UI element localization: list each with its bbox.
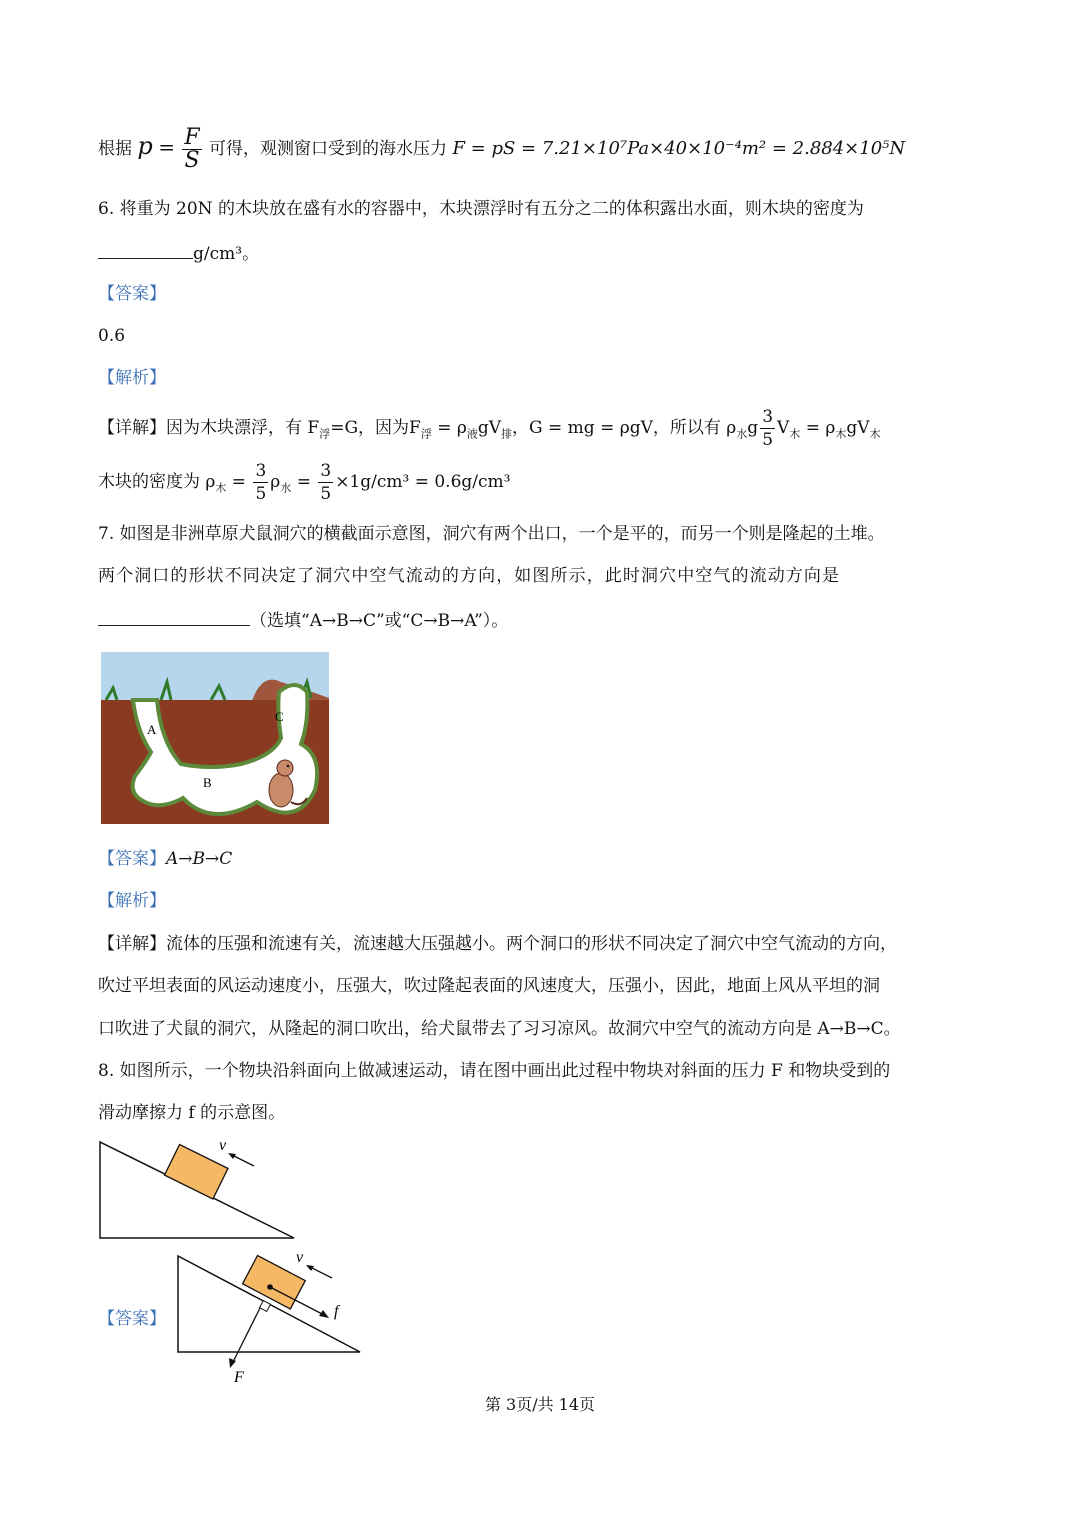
label-b: B [203,775,212,790]
label-F: F [234,1369,244,1386]
label-c: C [275,709,284,724]
q8-text-line1: 8. 如图所示，一个物块沿斜面向上做减速运动，请在图中画出此过程中物块对斜面的压力 F 和物块受到的 [98,1061,891,1081]
velocity-arrowhead [306,1265,314,1271]
q7-analysis-tag: 【解析】 [98,891,166,911]
incline-diagram-answer [176,1244,366,1386]
label-a: A [147,722,157,737]
q7-detail-line3: 口吹进了犬鼠的洞穴，从隆起的洞口吹出，给犬鼠带去了习习凉风。故洞穴中空气的流动方向是 A→B→C。 [98,1019,901,1039]
incline-diagram-question [98,1136,298,1242]
q6-detail-line2: 木块的密度为 $\rho_木$ = $\frac{3}{5}$ $\rho_水$ = $\frac{3}{5}$ ×1g/cm³ = 0.6g/cm³ [98,461,511,504]
fraction-3-5: $\frac{3}{5}$ [320,461,332,504]
q7-text-line2: 两个洞口的形状不同决定了洞穴中空气流动的方向，如图所示，此时洞穴中空气的流动方向是 [98,566,841,586]
q8-text-line2: 滑动摩擦力 f 的示意图。 [98,1103,286,1123]
label-v: v [219,1137,227,1154]
q6-answer-blank [98,240,193,259]
fraction-F-over-S: $\frac{F}{S}$ [184,125,200,173]
q8-answer-tag: 【答案】 [98,1309,166,1329]
q6-text-line2: g/cm³。 [98,240,259,266]
formula-line: 根据 p = $\frac{F}{S}$ 可得，观测窗口受到的海水压力 F = pS = 7.21×10⁷Pa×40×10⁻⁴m² = 2.884×10⁵N [98,125,906,173]
q6-answer: 0.6 [98,326,126,346]
q6-analysis-tag: 【解析】 [98,368,166,388]
q7-detail-line2: 吹过平坦表面的风运动速度小，压强大，吹过隆起表面的风速度大，压强小，因此，地面上风从平坦的洞 [98,976,880,996]
q7-detail-line1: 【详解】流体的压强和流速有关，流速越大压强越小。两个洞口的形状不同决定了洞穴中空气流动的方向， [98,934,897,954]
page-footer: 第 3页/共 14页 [484,1395,596,1414]
q7-answer-line: 【答案】A→B→C [98,849,233,869]
q6-answer-tag: 【答案】 [98,284,166,304]
label-f: f [334,1303,339,1320]
q7-text-line1: 7. 如图是非洲草原犬鼠洞穴的横截面示意图，洞穴有两个出口，一个是平的，而另一个则是隆起的土堆。 [98,524,885,544]
fraction-3-5: $\frac{3}{5}$ [255,461,267,504]
q6-detail-line1: 【详解】因为木块漂浮，有 $F_浮=G$，因为$F_浮 = \rho_液gV_排$，G = mg = ρgV，所以有 $\rho_水g$ $\frac{3}{5}$ $V_木 = \rho_木gV_木$ [98,407,881,450]
q7-text-line3: （选填“A→B→C”或“C→B→A”）。 [98,607,508,633]
burrow-diagram [101,652,329,824]
q6-text-line1: 6. 将重为 20N 的木块放在盛有水的容器中，木块漂浮时有五分之二的体积露出水面，则木块的密度为 [98,199,864,219]
q7-answer-blank [98,607,250,626]
friction-arrowhead [319,1310,329,1318]
label-v: v [296,1249,304,1266]
fraction-3-5: $\frac{3}{5}$ [762,407,774,450]
